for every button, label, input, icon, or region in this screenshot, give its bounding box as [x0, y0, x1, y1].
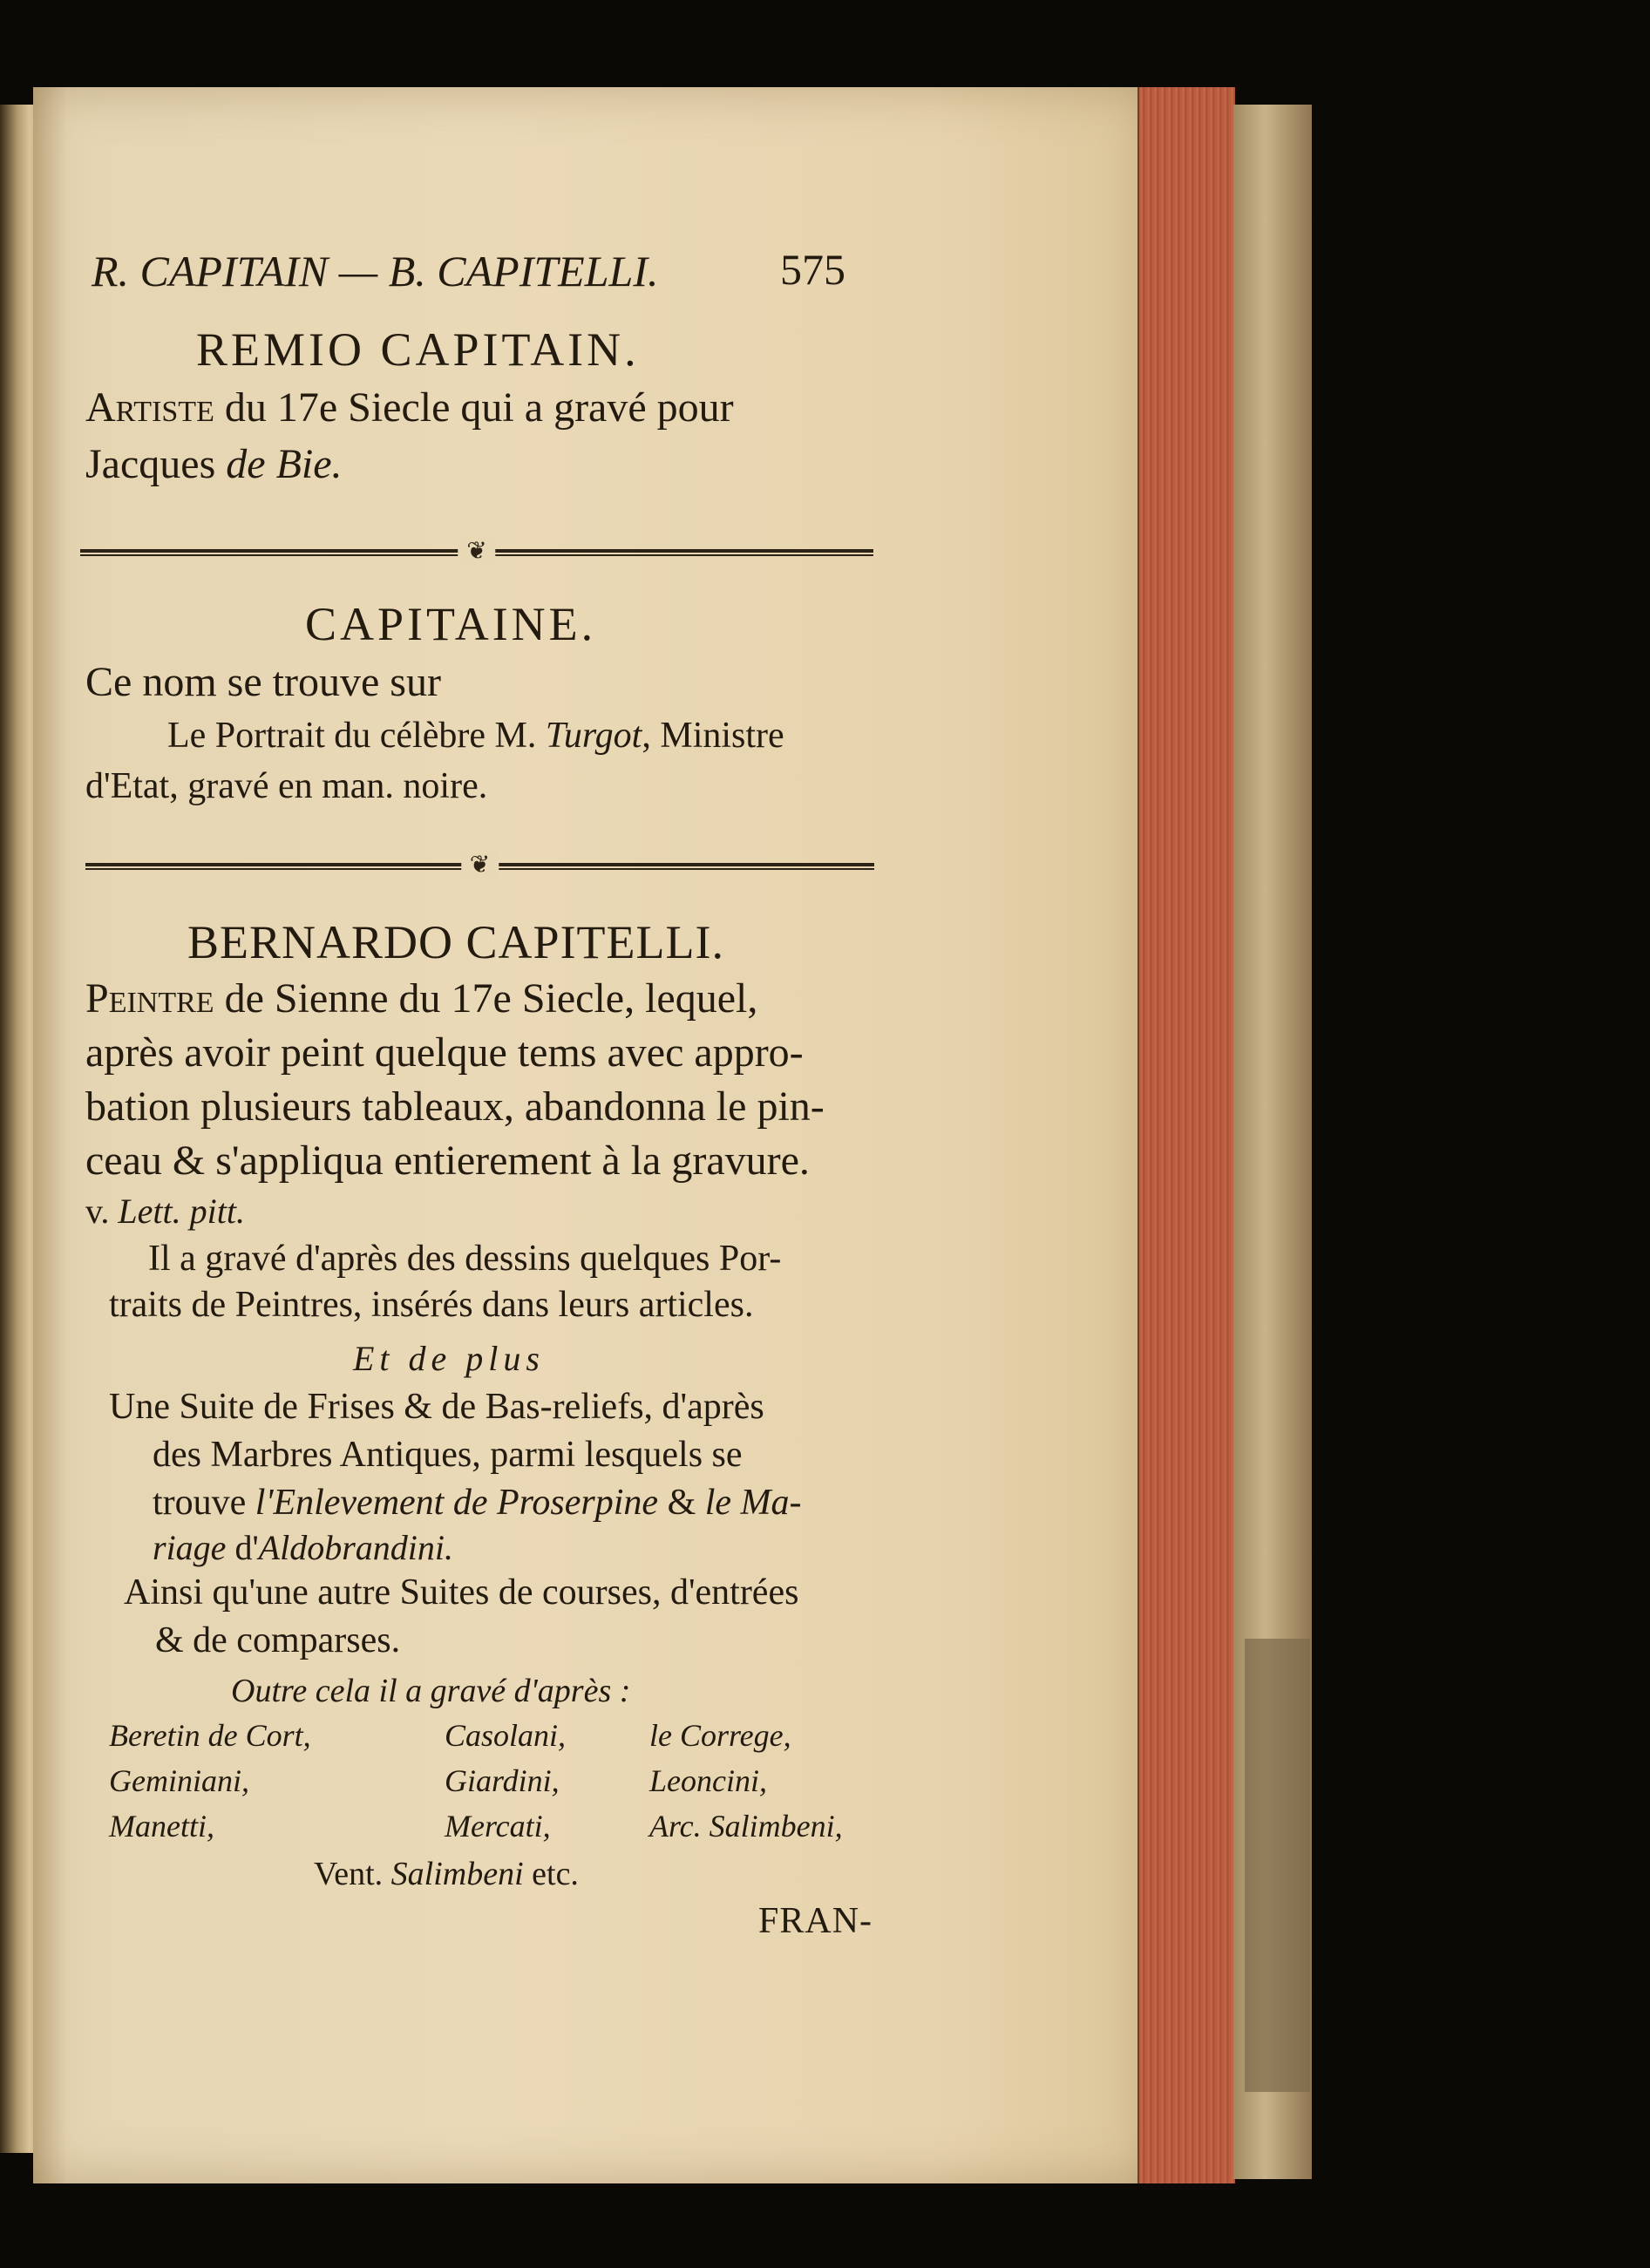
entry3-lead-word: Peintre — [85, 975, 214, 1022]
page-number: 575 — [780, 245, 845, 294]
entry3-line-11: riage d'Aldobrandini. — [153, 1528, 453, 1567]
entry-title-capitaine: CAPITAINE. — [305, 598, 597, 650]
fleuron-icon: ❦ — [461, 850, 499, 879]
cover-wear-patch — [1245, 1639, 1310, 2092]
entry3-line-10: trouve l'Enlevement de Proserpine & le Ma- — [153, 1483, 802, 1523]
entry-title-bernardo-capitelli: BERNARDO CAPITELLI. — [187, 916, 724, 968]
final-artist-line: Vent. Salimbeni etc. — [314, 1856, 579, 1892]
artist-name: Casolani, — [445, 1718, 567, 1753]
entry1-line-2: Jacques de Bie. — [85, 441, 343, 487]
page-block-edge — [1137, 87, 1235, 2183]
entry1-lead-word: Artiste — [85, 384, 214, 431]
entry3-line-2: après avoir peint quelque tems avec appro- — [85, 1029, 804, 1076]
entry3-line-12: Ainsi qu'une autre Suites de courses, d'entrées — [124, 1572, 799, 1613]
entry3-line-5: v. Lett. pitt. — [85, 1192, 245, 1231]
entry3-line-8: Une Suite de Frises & de Bas-reliefs, d'après — [109, 1387, 764, 1427]
outre-cela-heading: Outre cela il a gravé d'après : — [231, 1673, 631, 1709]
entry3-line-3: bation plusieurs tableaux, abandonna le pin- — [85, 1083, 825, 1130]
entry3-line-7: traits de Peintres, insérés dans leurs articles. — [109, 1285, 754, 1325]
entry2-line-1: Ce nom se trouve sur — [85, 659, 441, 705]
ornament-rule — [85, 852, 874, 879]
artist-name: Giardini, — [445, 1763, 560, 1798]
entry2-line-2: Le Portrait du célèbre M. Turgot, Ministre — [167, 716, 784, 756]
artist-name: Geminiani, — [109, 1763, 249, 1798]
entry-title-remio-capitain: REMIO CAPITAIN. — [196, 323, 640, 376]
entry3-line-9: des Marbres Antiques, parmi lesquels se — [153, 1435, 743, 1475]
artist-name: le Correge, — [649, 1718, 791, 1753]
entry3-line-1: Peintre de Sienne du 17e Siecle, lequel, — [85, 975, 758, 1022]
entry1-line-1: Artiste du 17e Siecle qui a gravé pour — [85, 384, 734, 431]
running-head: R. CAPITAIN — B. CAPITELLI. — [92, 247, 659, 295]
catchword: FRAN- — [758, 1901, 873, 1941]
artist-name: Mercati, — [445, 1809, 551, 1844]
entry3-line-6: Il a gravé d'après des dessins quelques Por- — [148, 1239, 782, 1279]
entry3-line-13: & de comparses. — [155, 1620, 401, 1660]
fleuron-icon: ❦ — [458, 536, 495, 566]
artist-name: Arc. Salimbeni, — [649, 1809, 843, 1844]
artist-name: Beretin de Cort, — [109, 1718, 311, 1753]
artist-name: Manetti, — [109, 1809, 214, 1844]
entry2-line-3: d'Etat, gravé en man. noire. — [85, 766, 488, 806]
entry3-line-4: ceau & s'appliqua entierement à la gravure. — [85, 1137, 810, 1184]
ornament-rule — [80, 538, 873, 565]
artist-name: Leoncini, — [649, 1763, 767, 1798]
et-de-plus-heading: Et de plus — [353, 1339, 545, 1378]
